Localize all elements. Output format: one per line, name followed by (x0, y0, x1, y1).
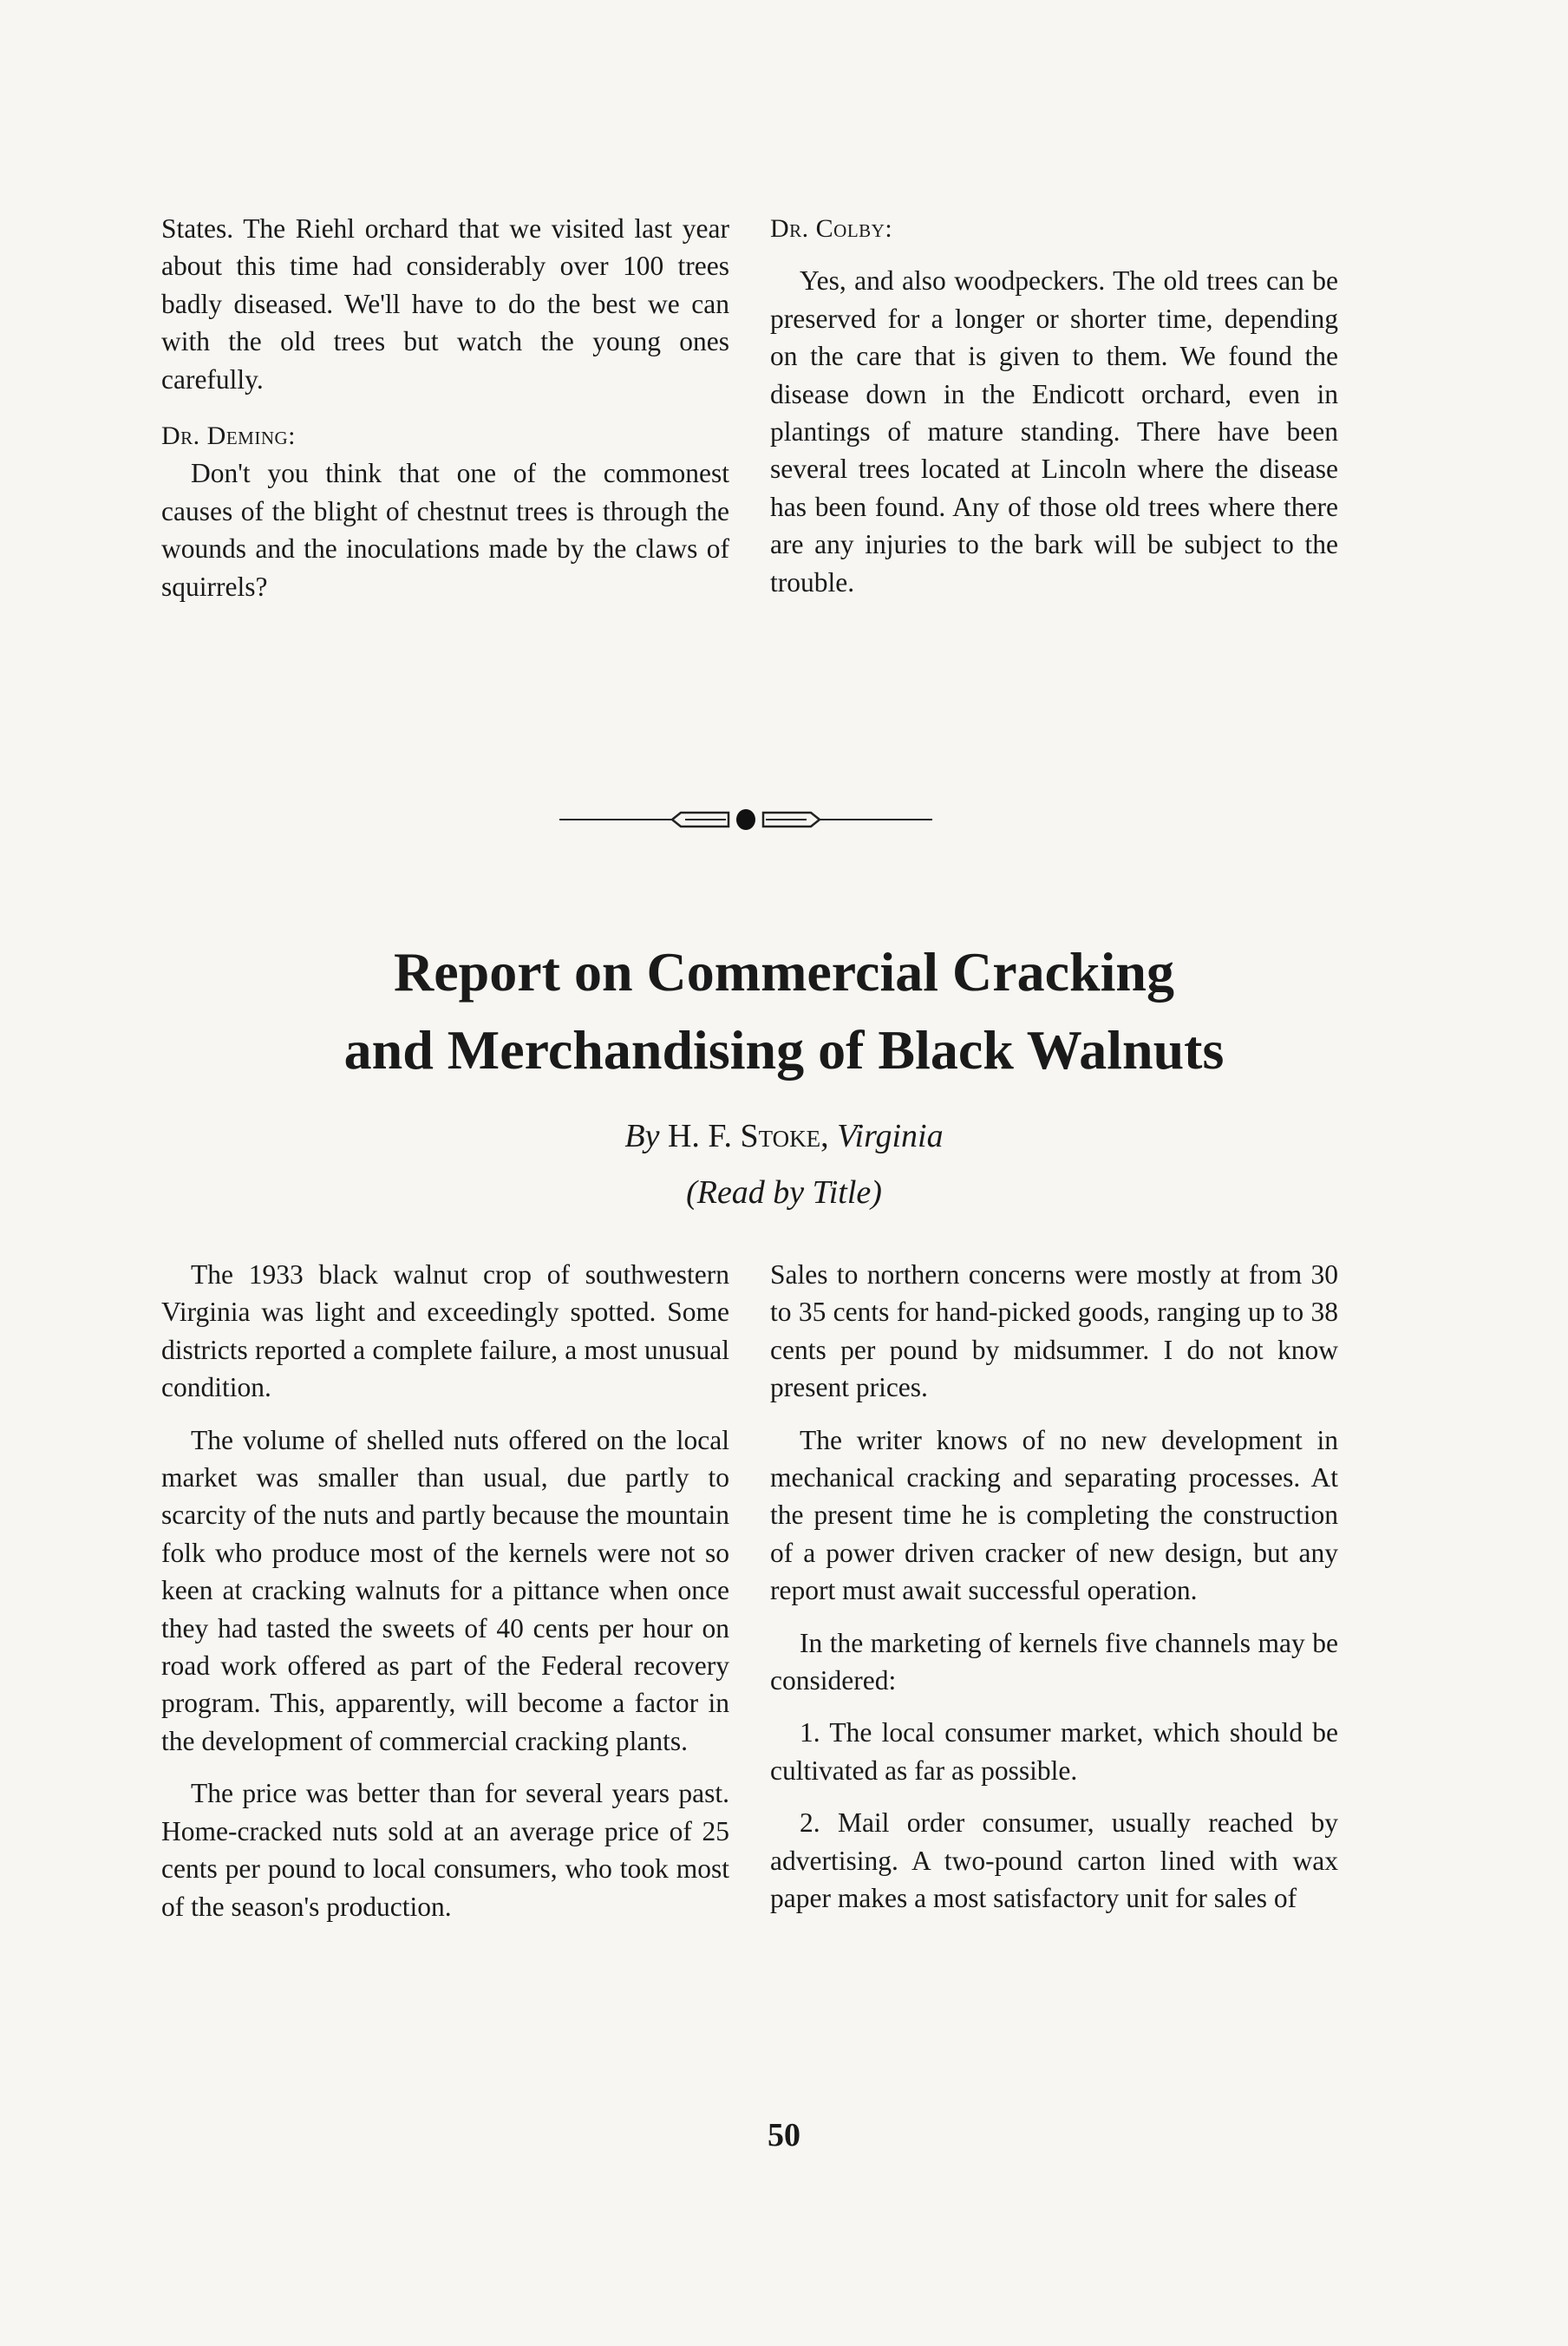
paragraph-crop: The 1933 black walnut crop of southwestern Virginia was light and exceedingly spotted. Some districts reported a complete failure, a most unusual condition. (161, 1259, 729, 1403)
bottom-left-column (161, 1256, 729, 1925)
speaker-label-deming: Dr. Deming: (161, 421, 296, 451)
paragraph-price: The price was better than for several years past. Home-cracked nuts sold at an average price of 25 cents per pound to local consumers, who took most of the season's production. (161, 1778, 729, 1922)
speaker-label-colby: Dr. Colby: (770, 214, 893, 243)
byline-author: H. F. Stoke, (667, 1118, 829, 1154)
paragraph-volume: The volume of shelled nuts offered on the local market was smaller than usual, due partly to scarcity of the nuts and partly because the mountain folk who produce most of the kernels were not so keen at cracking walnuts for a pittance when once they had tasted the sweets of 40 cents per hour on road work offered as part of the Federal recovery program. This, apparently, will become a factor in the development of commercial cracking plants. (161, 1424, 729, 1756)
top-left-column (161, 210, 729, 605)
bottom-right-column (770, 1256, 1338, 1918)
read-note: (Read by Title) (686, 1174, 882, 1211)
top-right-column (770, 210, 1338, 601)
page-number: 50 (768, 2117, 800, 2153)
article-title-line-2: and Merchandising of Black Walnuts (343, 1019, 1225, 1081)
list-item-mail-order: 2. Mail order consumer, usually reached by advertising. A two-pound carton lined with wax paper makes a most satisfactory unit for sales of (770, 1807, 1338, 1914)
deming-question: Don't you think that one of the commonest causes of the blight of chestnut trees is through the wounds and the inoculations made by the claws of squirrels? (161, 458, 729, 602)
article-title-line-1: Report on Commercial Cracking (394, 941, 1174, 1003)
ornament-divider (559, 807, 932, 833)
byline-state: Virginia (837, 1118, 944, 1154)
list-item-local-market: 1. The local consumer market, which should be cultivated as far as possible. (770, 1717, 1338, 1786)
paragraph-channels: In the marketing of kernels five channels may be considered: (770, 1627, 1338, 1696)
paragraph-sales: Sales to northern concerns were mostly at from 30 to 35 cents for hand-picked goods, ranging up to 38 cents per pound by midsummer. I do not know present prices. (770, 1259, 1338, 1403)
continued-paragraph: States. The Riehl orchard that we visited last year about this time had considerably over 100 trees badly diseased. We'll have to do the best we can with the old trees but watch the young ones carefully. (161, 213, 729, 395)
colby-answer: Yes, and also woodpeckers. The old trees can be preserved for a longer or shorter time, depending on the care that is given to them. We found the disease down in the Endicott orchard, even in plantings of mature standing. There have been several trees located at Lincoln where the disease has been found. Any of those old trees where there are any injuries to the bark will be subject to the trouble. (770, 265, 1338, 598)
byline-by: By (624, 1118, 660, 1154)
byline (0, 1114, 1568, 1158)
paragraph-development: The writer knows of no new development in mechanical cracking and separating processes. At the present time he is completing the construction of a power driven cracker of new design, but any report must await successful operation. (770, 1424, 1338, 1606)
